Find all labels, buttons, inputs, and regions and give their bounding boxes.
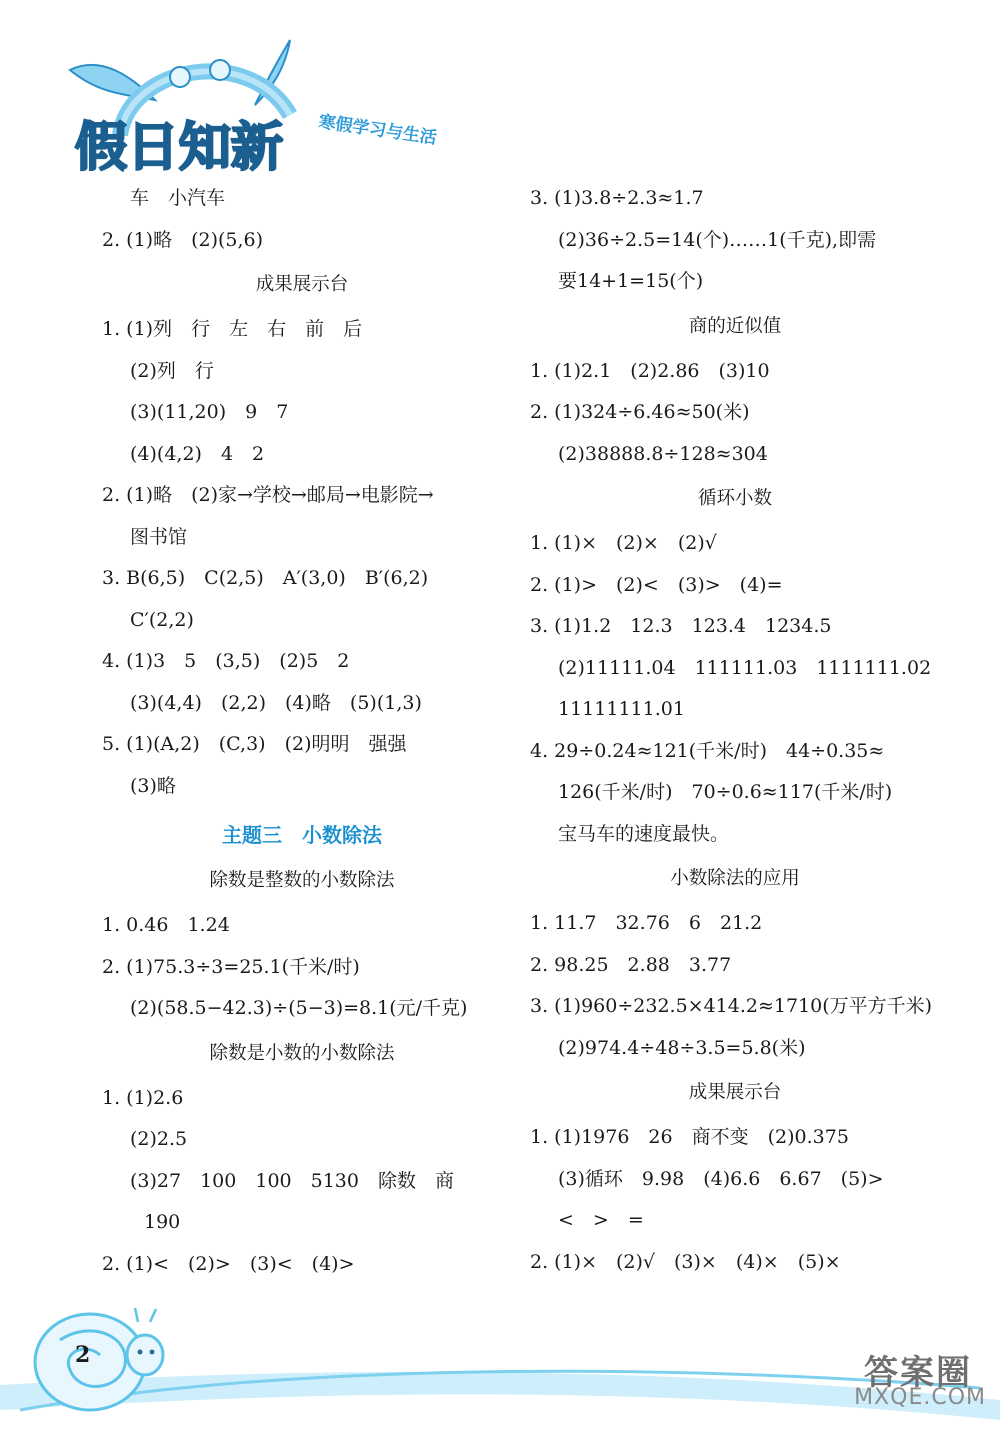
section-heading: 循环小数 [697,488,772,509]
logo-banner [60,25,520,175]
answer-line: 2. 98.25 2.88 3.77 [530,953,732,976]
answer-line: (3)循环 9.98 (4)6.6 6.67 (5)> [558,1167,884,1190]
logo-title: 假日知新 [75,118,284,175]
answer-line: 11111111.01 [558,698,685,720]
section-heading: 除数是小数的小数除法 [209,1042,395,1064]
answer-line: 1. (1)2.1 (2)2.86 (3)10 [530,359,770,382]
section-heading: 商的近似值 [688,315,782,337]
answer-line: 2. (1)× (2)√ (3)× (4)× (5)× [530,1250,841,1273]
answer-line: (3)略 [130,774,176,797]
logo-subtitle: 寒假学习与生活 [317,112,438,149]
answer-line: 4. 29÷0.24≈121(千米/时) 44÷0.35≈ [530,739,885,762]
watermark-logo-text: 答案圈 [864,1353,972,1393]
answer-line: 宝马车的速度最快。 [558,822,730,845]
answer-line: 3. (1)3.8÷2.3≈1.7 [530,187,704,209]
answer-line: (3)(4,4) (2,2) (4)略 (5)(1,3) [130,691,422,714]
answer-line: 1. 0.46 1.24 [102,914,230,936]
answer-line: (2)列 行 [130,359,214,382]
footer-decoration [0,1300,1000,1441]
answer-line: 2. (1)324÷6.46≈50(米) [530,401,750,423]
answer-line: 190 [144,1211,181,1233]
answer-line: C′(2,2) [130,608,194,631]
answer-line: < > = [558,1209,644,1231]
section-heading: 除数是整数的小数除法 [209,870,395,891]
answer-line: (2)11111.04 111111.03 1111111.02 [558,656,932,679]
answer-line: (2)2.5 [130,1128,188,1150]
answer-line: 4. (1)3 5 (3,5) (2)5 2 [102,650,350,672]
answer-line: (2)974.4÷48÷3.5=5.8(米) [558,1036,806,1059]
answer-line: 车 小汽车 [130,187,226,209]
section-heading: 成果展示台 [688,1082,782,1103]
answer-line: 2. (1)略 (2)(5,6) [102,228,264,251]
answer-line: 3. (1)960÷232.5×414.2≈1710(万平方千米) [530,995,933,1017]
answer-line: (3)(11,20) 9 7 [130,401,289,423]
answer-line: (2)38888.8÷128≈304 [558,442,768,465]
section-heading: 小数除法的应用 [670,868,800,889]
answer-line: 1. (1)1976 26 商不变 (2)0.375 [530,1126,849,1148]
answer-line: 1. 11.7 32.76 6 21.2 [530,912,763,934]
answer-line: 1. (1)2.6 [102,1086,184,1109]
answer-line: 1. (1)列 行 左 右 前 后 [102,318,363,340]
answer-line: (2)36÷2.5=14(个)……1(千克),即需 [558,228,877,251]
answer-line: (2)(58.5−42.3)÷(5−3)=8.1(元/千克) [130,997,468,1019]
watermark-url: MXQE.COM [854,1385,986,1410]
answer-line: (3)27 100 100 5130 除数 商 [130,1169,454,1192]
answer-line: 3. B(6,5) C(2,5) A′(3,0) B′(6,2) [102,567,429,589]
section-heading: 成果展示台 [255,274,349,295]
page-number: 2 [75,1342,91,1368]
answer-line: 2. (1)略 (2)家→学校→邮局→电影院→ [102,484,434,506]
right-answer-column [530,178,940,1283]
answer-line: 5. (1)(A,2) (C,3) (2)明明 强强 [102,733,407,755]
answer-line: 1. (1)× (2)× (2)√ [530,532,717,554]
answer-line: 2. (1)75.3÷3=25.1(千米/时) [102,955,360,978]
answer-line: (4)(4,2) 4 2 [130,442,265,465]
answer-line: 2. (1)> (2)< (3)> (4)= [530,573,783,596]
answer-line: 3. (1)1.2 12.3 123.4 1234.5 [530,615,832,637]
topic-heading: 主题三 小数除法 [222,823,382,847]
left-answer-column [102,178,502,1285]
answer-line: 要14+1=15(个) [558,270,704,292]
answer-line: 2. (1)< (2)> (3)< (4)> [102,1252,355,1275]
answer-line: 126(千米/时) 70÷0.6≈117(千米/时) [558,781,893,803]
answer-line: 图书馆 [130,525,188,548]
